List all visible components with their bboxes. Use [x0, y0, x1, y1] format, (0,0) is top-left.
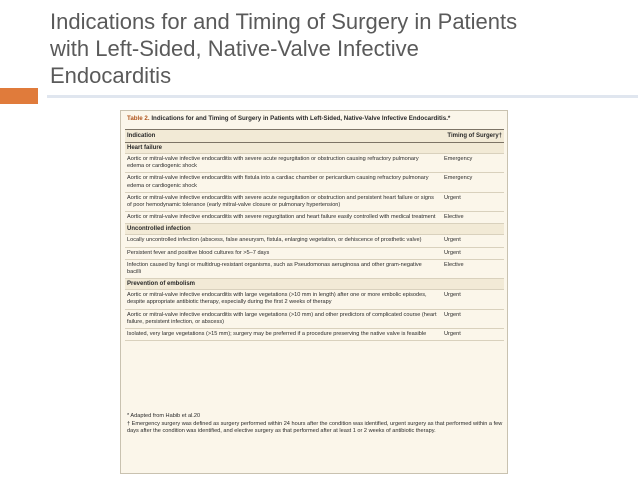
timing-cell: Urgent [444, 249, 461, 256]
section-heart-failure: Heart failure [125, 143, 504, 154]
title-line-1: Indications for and Timing of Surgery in Patients [50, 9, 518, 34]
table-row [125, 290, 504, 309]
timing-cell: Elective [444, 214, 464, 221]
table-row [125, 329, 504, 341]
table-row [125, 173, 504, 192]
timing-cell: Urgent [444, 194, 461, 201]
indication-cell: Aortic or mitral-valve infective endocarditis with severe acute regurgitation or obstruction and persistent heart failure or signs of poor hemodynamic tolerance (early mitral-valve closure or pulmonary hypertension) [127, 194, 434, 209]
table-footnotes [127, 413, 503, 437]
indication-cell: Isolated, very large vegetations (>15 mm); surgery may be preferred if a procedure preserving the native valve is feasible [127, 331, 427, 338]
accent-block [0, 88, 38, 104]
timing-cell: Emergency [444, 156, 473, 162]
table-caption-text: Indications for and Timing of Surgery in Patients with Left-Sided, Native-Valve Infective Endocarditis.* [151, 115, 451, 122]
indication-cell: Persistent fever and positive blood cultures for >5–7 days [127, 249, 270, 256]
table-row [125, 193, 504, 212]
table-label: Table 2. [127, 115, 150, 122]
timing-cell: Emergency [444, 175, 473, 182]
indication-cell: Aortic or mitral-valve infective endocarditis with large vegetations (>10 mm in length) after one or more embolic episodes, despite appropriate antibiotic therapy, especially during the first 2 weeks of therapy [127, 292, 427, 306]
slide-title [50, 8, 630, 89]
section-prevention-of-embolism: Prevention of embolism [125, 279, 504, 290]
timing-cell: Elective [444, 261, 464, 268]
header-timing: Timing of Surgery† [447, 133, 502, 139]
section-uncontrolled-infection: Uncontrolled infection [125, 224, 504, 235]
footnote-timing-definitions: † Emergency surgery was defined as surgery performed within 24 hours after the condition was identified, urgent surgery as that performed within a few days after the condition was identified, and elective surgery as that performed after at least 1 or 2 weeks of antibiotic therapy. [127, 421, 503, 435]
table-row [125, 248, 504, 260]
title-line-2: with Left-Sided, Native-Valve Infective [50, 36, 419, 61]
surgery-table [125, 129, 504, 341]
header-indication: Indication [127, 133, 156, 139]
table-caption [127, 115, 450, 122]
indication-cell: Aortic or mitral-valve infective endocarditis with large vegetations (>10 mm) and other predictors of complicated course (heart failure, persistent infection, or abscess) [127, 311, 437, 325]
table-row [125, 310, 504, 329]
title-underline [47, 95, 638, 98]
timing-cell: Urgent [444, 331, 461, 338]
indication-cell: Aortic or mitral-valve infective endocarditis with severe regurgitation and heart failure easily controlled with medical treatment [127, 214, 436, 221]
table-row [125, 154, 504, 173]
indication-cell: Aortic or mitral-valve infective endocarditis with severe acute regurgitation or obstruction causing refractory pulmonary edema or cardiogenic shock [127, 156, 419, 170]
indication-cell: Locally uncontrolled infection (abscess, false aneurysm, fistula, enlarging vegetation, or dehiscence of prosthetic valve) [127, 237, 422, 244]
table-row [125, 235, 504, 247]
table-row [125, 260, 504, 279]
table-header [125, 129, 504, 143]
indication-cell: Infection caused by fungi or multidrug-resistant organisms, such as Pseudomonas aeruginosa and other gram-negative bacilli [127, 261, 422, 276]
timing-cell: Urgent [444, 237, 461, 244]
table-row [125, 212, 504, 224]
timing-cell: Urgent [444, 292, 461, 299]
indication-cell: Aortic or mitral-valve infective endocarditis with fistula into a cardiac chamber or pericardium causing refractory pulmonary edema or cardiogenic shock [127, 175, 429, 189]
table-image [120, 110, 508, 474]
title-line-3: Endocarditis [50, 63, 172, 88]
footnote-source: * Adapted from Habib et al.20 [127, 413, 201, 419]
timing-cell: Urgent [444, 311, 461, 318]
